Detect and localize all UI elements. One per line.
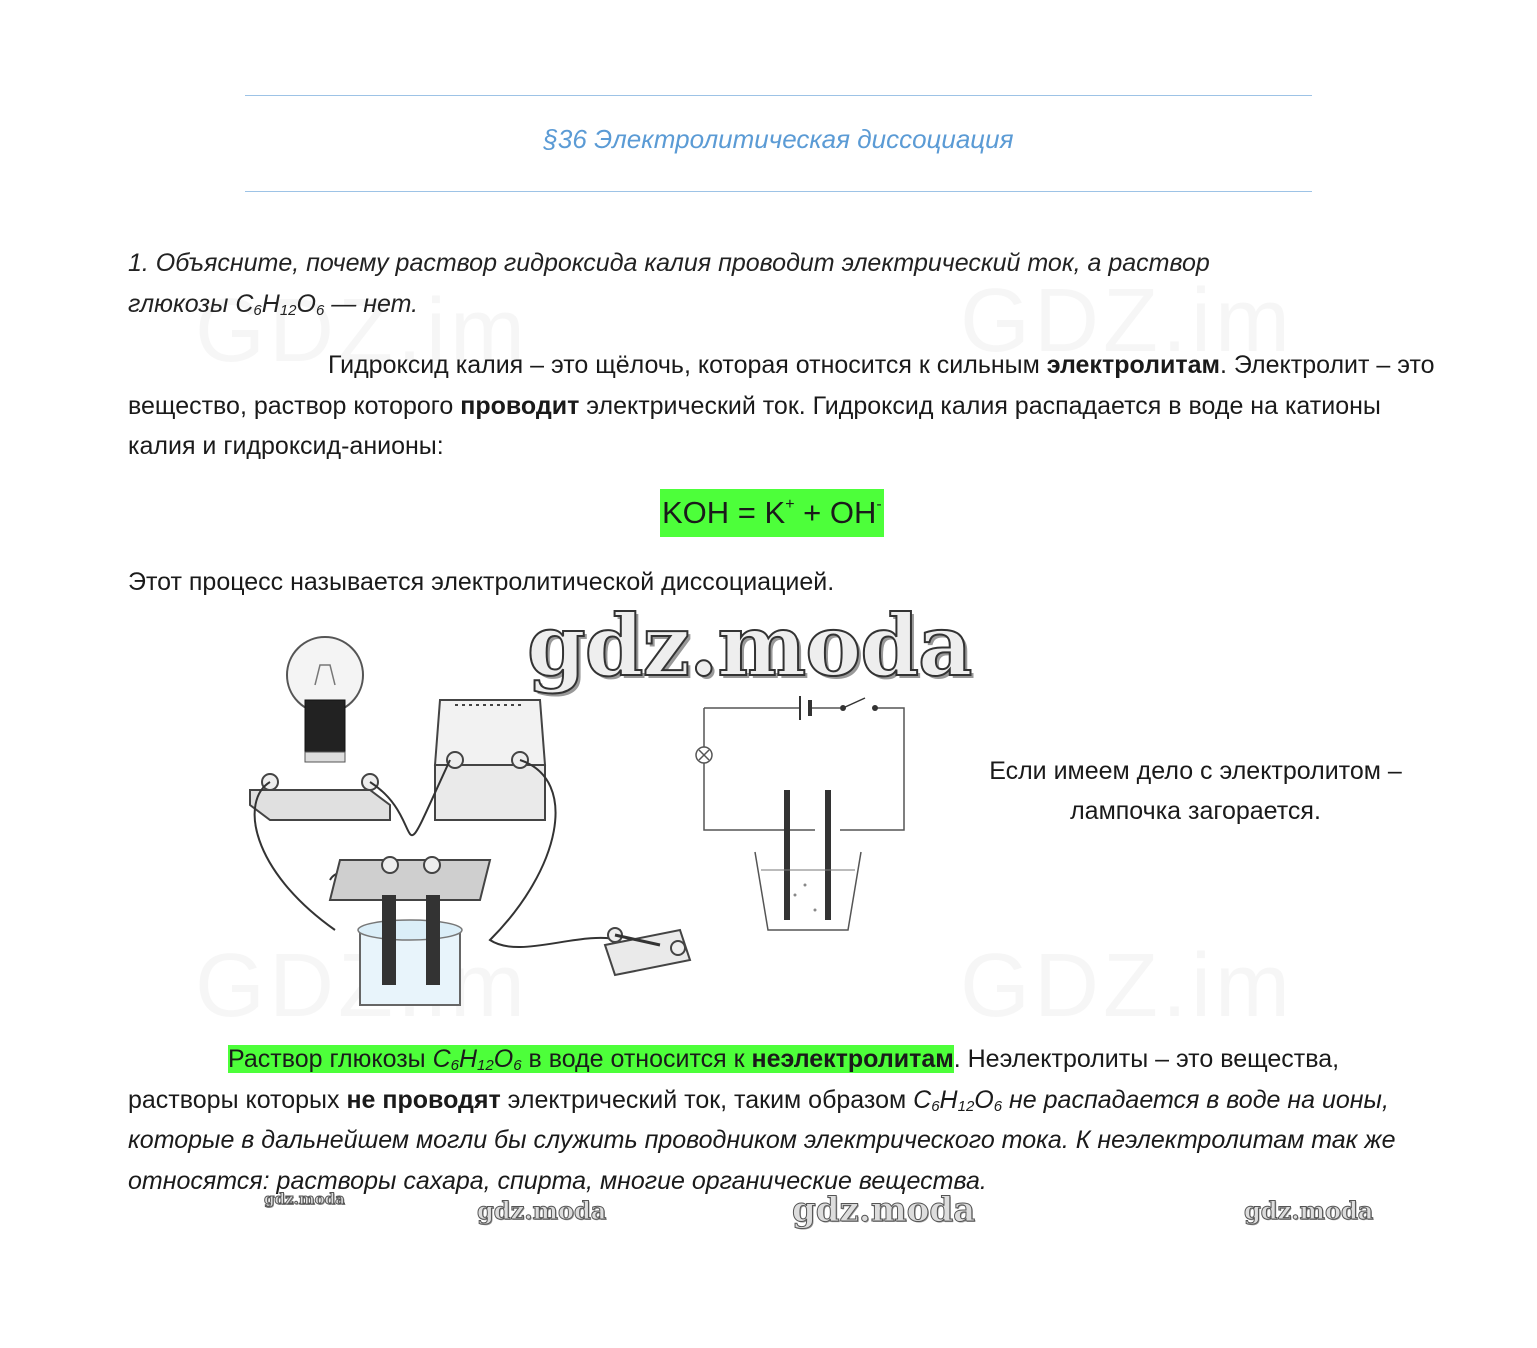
answer-paragraph-1: Гидроксид калия – это щёлочь, которая относится к сильным электролитам. Электролит – это вещество, раствор которого проводит электрический ток. Гидроксид калия распадается в воде на катионы калия и гидроксид-анионы: [128,351,1435,460]
site-watermark-small: gdz.moda [264,1190,345,1208]
question-line-2: глюкозы $C_6H_{12}O_6$ — нет. [128,289,419,319]
formula-glucose: $C_6H_{12}O_6$ [235,289,325,319]
process-text: Этот процесс называется электролитической диссоциацией. [128,568,835,596]
site-watermark-small: gdz.moda [792,1190,976,1230]
circuit-schematic [690,690,920,940]
site-watermark-small: gdz.moda [477,1196,607,1225]
side-explanation: Если имеем дело с электролитом – лампочка загорается. [989,757,1402,825]
dissociation-equation: KOH = K+ + OH- [660,489,884,537]
site-watermark: gdz.moda [527,596,972,695]
question-text [128,243,1438,324]
bottom-rule [245,191,1312,192]
section-title: §36 Электролитическая диссоциация [543,124,1014,154]
top-rule [245,95,1312,96]
site-watermark-small: gdz.moda [1244,1196,1374,1225]
highlighted-sentence: Раствор глюкозы $C_6H_{12}O_6$ в воде относится к неэлектролитам [228,1045,954,1074]
faint-watermark [960,935,1294,1038]
question-line-1: 1. Объясните, почему раствор гидроксида калия проводит электрический ток, а раствор [128,249,1210,277]
answer-paragraph-2: Раствор глюкозы $C_6H_{12}O_6$ в воде относится к неэлектролитам. Неэлектролиты – это вещества, растворы которых не проводят электрический ток, таким образом $C_6H_{12}O_6$ не распадается в воде на ионы, которые в дальнейшем могли бы служить проводником электрического тока. К неэлектролитам так же относятся: растворы сахара, спирта, многие органические вещества. [128,1045,1396,1195]
